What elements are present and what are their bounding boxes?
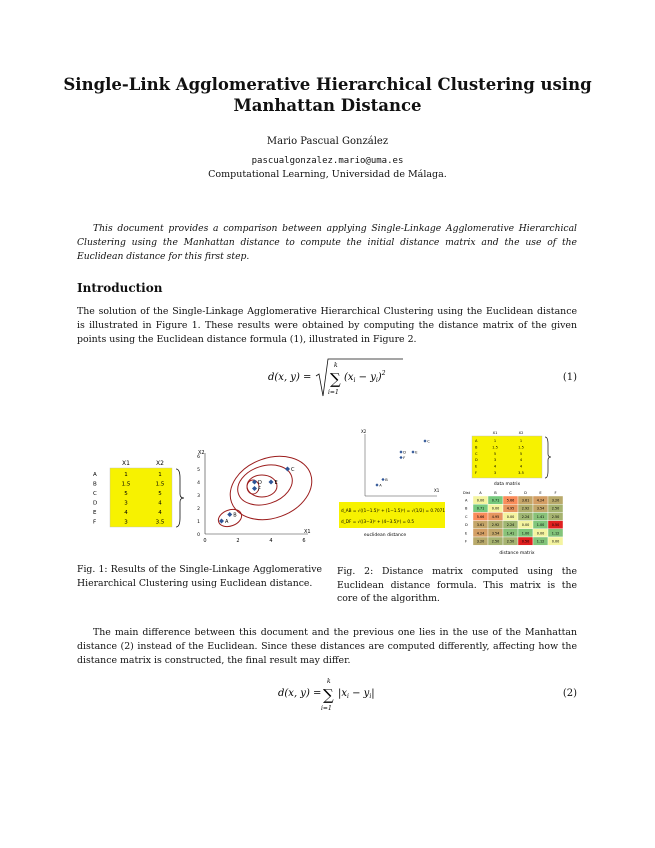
author-affiliation: Computational Learning, Universidad de Málaga.: [208, 169, 447, 180]
fig1-cell-x2: 4: [158, 500, 162, 507]
fig2-data-x2: 3.5: [518, 471, 524, 475]
equation-2-number: (2): [562, 688, 577, 699]
fig2-formula-2: d_DF = √((3−3)² + (4−3.5)²) = 0.5: [341, 519, 415, 524]
fig2-dist-value: 1.00: [521, 531, 530, 536]
fig2-dist-value: 0.00: [506, 514, 515, 519]
fig2-dist-row-label: B: [465, 506, 468, 511]
fig2-point: [411, 450, 414, 453]
paper-title: [60, 74, 595, 116]
fig1-cell-x1: 5: [124, 491, 128, 497]
author-email: pascualgonzalez.mario@uma.es: [251, 156, 404, 166]
fig2-dist-row-label: D: [465, 523, 468, 528]
author-name: Mario Pascual González: [266, 136, 389, 147]
fig2-dist-value: 0.50: [551, 523, 560, 528]
eq1-sum-top: k: [334, 362, 338, 369]
fig1-y-ticks: [197, 454, 200, 538]
fig1-cell-x2: 5: [158, 491, 162, 497]
fig2-point-label: A: [379, 483, 382, 488]
fig1-y-axis-label: X2: [198, 450, 205, 456]
fig2-euclidean-label: euclidean distance: [363, 533, 407, 538]
figure-1-graphic: [90, 448, 320, 548]
eq2-lhs: d(x, y) =: [278, 688, 322, 699]
fig2-dist-value: 0.00: [491, 506, 500, 511]
fig2-dist-value: 1.41: [536, 514, 545, 519]
fig1-y-tick: 3: [197, 494, 200, 499]
fig2-dist-value: 1.12: [551, 531, 560, 536]
fig2-dist-value: 4.95: [491, 514, 500, 519]
fig2-point-label: B: [385, 477, 388, 482]
fig2-dist-value: 0.00: [536, 531, 545, 536]
fig1-point-label: A: [225, 519, 229, 525]
fig1-cell-x1: 1: [124, 472, 128, 478]
fig2-dist-row-label: E: [465, 531, 468, 536]
fig2-dist-value: 2.24: [506, 523, 515, 528]
fig2-dist-value: 3.61: [521, 498, 530, 503]
intro-paragraph-2: The main difference between this document and the previous one lies in the use of the Manhattan distance (2) instead of the Euclidean. Since these distances are computed differently, affecting how the distance matrix is constructed, the final result may differ.: [77, 627, 577, 666]
fig2-dist-col-label: F: [554, 491, 557, 495]
eq2-sum-top: k: [327, 678, 331, 685]
figure-1: [90, 448, 320, 548]
fig1-point-label: F: [258, 486, 261, 493]
equation-1: [268, 356, 408, 400]
fig2-data-x1: 1: [493, 439, 497, 443]
fig2-data-x2: 4: [519, 458, 523, 463]
cluster-ellipse-ab: [216, 506, 244, 529]
fig2-dist-value: 2.50: [491, 539, 500, 544]
figure-2-caption: Fig. 2: Distance matrix computed using the Euclidean distance formula. This matrix is the core of the algorithm.: [337, 566, 577, 604]
fig2-distance-matrix-label: distance matrix: [499, 551, 535, 556]
fig1-header-x2: X2: [156, 460, 164, 467]
fig2-dist-header: Dist: [463, 491, 471, 495]
fig2-dist-value: 0.50: [521, 539, 530, 544]
fig1-cell-x2: 3.5: [155, 519, 165, 526]
fig1-point-label: B: [233, 512, 237, 519]
fig2-dist-row-label: C: [465, 514, 468, 519]
fig2-data-row-label: E: [475, 464, 478, 469]
fig2-dist-value: 2.50: [506, 539, 515, 544]
fig1-point: [219, 519, 224, 524]
fig2-dist-row-label: A: [465, 498, 468, 503]
fig2-dist-col-label: E: [539, 491, 542, 495]
fig1-x-ticks: [203, 538, 305, 544]
fig2-data-header: X1: [492, 431, 498, 435]
fig1-point: [269, 480, 274, 485]
fig2-dist-col-label: B: [494, 491, 497, 495]
fig1-x-axis-label: X1: [304, 529, 311, 535]
sum-symbol-1: ∑: [330, 370, 341, 388]
fig1-point-label: E: [274, 480, 278, 486]
fig2-data-x1: 1.5: [492, 445, 498, 450]
fig1-row-label: C: [93, 491, 97, 497]
fig1-row-label: D: [93, 500, 98, 507]
fig1-cell-x2: 4: [158, 510, 162, 516]
fig1-brace: [176, 469, 184, 527]
fig2-dist-col-label: D: [524, 491, 527, 495]
fig2-data-x2: 4: [519, 464, 523, 469]
fig2-data-row-label: C: [475, 451, 478, 456]
fig1-table-bg: [110, 468, 172, 527]
fig2-data-x2: 5: [519, 451, 523, 456]
fig2-point: [399, 450, 402, 453]
fig2-point: [375, 483, 378, 486]
fig2-data-row-label: F: [475, 471, 478, 475]
figure-1-caption: Fig. 1: Results of the Single-Linkage Agglomerative Hierarchical Clustering using Euclidean distance.: [77, 564, 322, 589]
fig2-dist-value: 5.66: [506, 498, 515, 503]
equation-2: [278, 676, 398, 712]
fig1-x-tick: 2: [236, 538, 240, 544]
fig2-dist-value: 1.00: [536, 523, 545, 528]
fig2-dist-col-label: A: [479, 491, 482, 495]
fig2-point-label: C: [427, 439, 430, 444]
eq1-sum-bottom: i=1: [328, 389, 339, 396]
fig2-formula-1: d_AB = √((1−1.5)² + (1−1.5)²) = √(1/2) = 0.7071: [341, 508, 445, 513]
fig1-row-label: A: [93, 472, 97, 478]
fig2-dist-value: 3.54: [536, 506, 545, 511]
fig2-data-x2: 1.5: [518, 445, 524, 450]
fig1-cell-x2: 1.5: [155, 481, 165, 488]
abstract: This document provides a comparison between applying Single-Linkage Agglomerative Hierarchical Clustering using the Manhattan distance to compute the initial distance matrix and the use of the Euclidean distance for this first step.: [77, 223, 577, 262]
fig2-dist-value: 2.92: [521, 506, 530, 511]
fig1-y-tick: 1: [197, 520, 200, 525]
equation-1-number: (1): [562, 372, 577, 383]
fig1-point-label: D: [258, 480, 262, 486]
fig2-dist-value: 4.24: [476, 531, 485, 536]
fig2-dist-value: 4.95: [506, 506, 515, 511]
fig1-y-tick: 6: [197, 455, 200, 460]
fig2-point-label: D: [403, 450, 406, 455]
fig1-point: [285, 467, 290, 472]
fig1-point: [227, 512, 232, 517]
fig1-cell-x1: 1.5: [121, 481, 131, 488]
fig1-y-tick: 0: [197, 533, 200, 538]
fig2-dist-value: 5.66: [476, 514, 485, 519]
fig2-data-row-label: A: [475, 439, 478, 443]
fig2-dist-value: 4.24: [536, 498, 545, 503]
fig1-row-label: E: [93, 510, 97, 516]
fig2-data-matrix-bg: [472, 436, 542, 478]
fig2-dist-value: 2.50: [551, 514, 560, 519]
fig2-dist-value: 3.61: [476, 523, 485, 528]
fig2-dist-value: 3.20: [551, 498, 560, 503]
fig1-x-tick: 0: [203, 538, 207, 544]
eq2-body: $|x_i - y_i|$: [338, 688, 375, 700]
fig2-data-x2: 1: [519, 439, 523, 443]
fig1-point-label: C: [291, 467, 295, 473]
fig2-data-x1: 4: [493, 464, 497, 469]
fig2-data-header: X2: [518, 431, 524, 435]
fig1-header-x1: X1: [122, 460, 130, 467]
fig1-cell-x1: 3: [124, 519, 128, 526]
fig1-cell-x1: 4: [124, 510, 128, 516]
title-line-2: Manhattan Distance: [233, 96, 422, 115]
sum-symbol-2: ∑: [323, 686, 334, 704]
fig2-dist-value: 2.50: [551, 506, 560, 511]
fig2-point: [381, 478, 384, 481]
fig1-x-tick: 4: [269, 538, 273, 544]
cluster-ellipse-cdef: [232, 458, 297, 511]
eq2-sum-bottom: i=1: [321, 705, 332, 712]
fig2-dist-value: 0.71: [491, 498, 500, 503]
title-line-1: Single-Link Agglomerative Hierarchical Clustering using: [63, 75, 592, 94]
fig2-dist-value: 2.24: [521, 514, 530, 519]
fig2-dist-value: 3.54: [491, 531, 500, 536]
fig2-dist-value: 1.12: [536, 539, 545, 544]
fig2-dist-value: 0.00: [551, 539, 560, 544]
fig2-dist-value: 0.00: [521, 523, 530, 528]
fig2-dist-value: 2.92: [491, 523, 500, 528]
fig2-y-axis-label: X2: [361, 429, 367, 434]
fig2-dist-value: 1.41: [506, 531, 515, 536]
fig2-dist-col-label: C: [509, 491, 512, 495]
figure-2: [337, 426, 577, 558]
fig1-y-tick: 2: [197, 507, 200, 512]
fig1-y-tick: 5: [197, 468, 200, 473]
fig2-data-row-label: B: [475, 445, 478, 450]
fig2-data-x1: 3: [493, 471, 497, 475]
fig2-x-axis-label: X1: [434, 488, 440, 493]
fig1-x-tick: 6: [302, 538, 306, 544]
eq1-lhs: d(x, y) =: [268, 372, 312, 383]
fig2-points: [375, 439, 430, 487]
fig2-data-x1: 3: [493, 458, 497, 463]
eq1-body: $(x_i - y_i)^2$: [344, 370, 386, 384]
fig2-point: [423, 439, 426, 442]
fig2-data-x1: 5: [493, 451, 497, 456]
fig2-dist-value: 3.20: [476, 539, 485, 544]
fig2-distance-matrix: [463, 491, 563, 545]
fig1-cell-x2: 1: [158, 472, 162, 478]
fig1-y-tick: 4: [197, 481, 200, 486]
fig1-row-label: F: [93, 519, 97, 526]
fig1-cell-x1: 3: [124, 500, 128, 507]
section-heading-introduction: Introduction: [77, 281, 163, 295]
fig2-dist-value: 0.71: [476, 506, 485, 511]
fig2-point: [399, 456, 402, 459]
intro-paragraph-1: The solution of the Single-Linkage Agglomerative Hierarchical Clustering using the Euclidean distance is illustrated in Figure 1. These results were obtained by computing the distance matrix of the given points using the Euclidean distance formula (1), illustrated in Figure 2.: [77, 306, 577, 345]
fig2-formula-bg: [339, 502, 445, 528]
fig2-dist-value: 0.00: [476, 498, 485, 503]
figure-2-graphic: [337, 426, 577, 558]
fig2-point-label: F: [403, 455, 406, 460]
fig2-brace: [545, 437, 551, 478]
fig1-row-label: B: [93, 481, 97, 488]
fig2-data-row-label: D: [475, 458, 478, 463]
fig2-point-label: E: [415, 450, 418, 455]
fig1-point: [252, 486, 257, 491]
fig2-dist-row-label: F: [465, 539, 468, 544]
fig2-data-matrix-label: data matrix: [493, 482, 521, 487]
